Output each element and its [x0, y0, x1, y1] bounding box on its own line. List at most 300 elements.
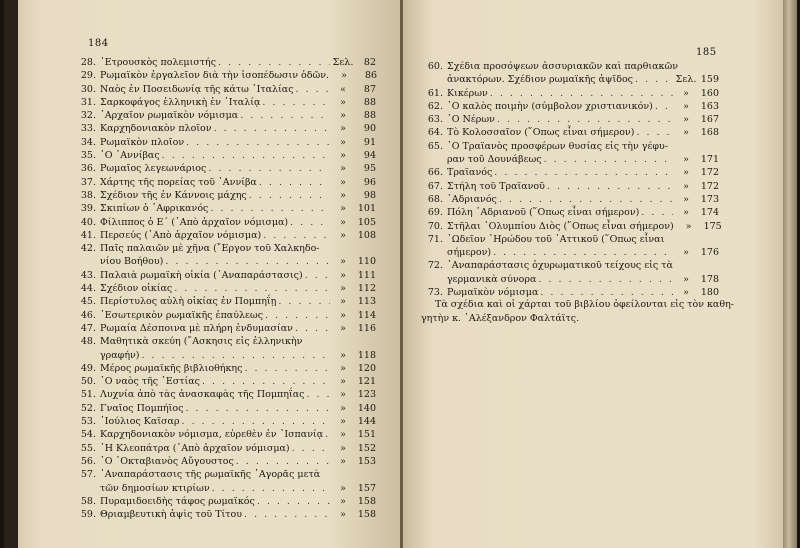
list-item: [74, 282, 376, 295]
entry-line: [74, 375, 376, 388]
list-item: [74, 508, 376, 521]
leader-dots: [162, 149, 330, 162]
entry-title: Φίλιππος ὁ Ε΄ (᾽Απὸ ἀρχαῖον νόμισμα): [100, 216, 289, 228]
entry-line: [74, 428, 376, 441]
entry-line: [74, 216, 376, 229]
leader-dots: [641, 206, 673, 219]
entry-line: [74, 149, 376, 162]
entry-number: 42.: [80, 243, 96, 255]
entry-title: σήμερον): [447, 247, 492, 259]
list-item: [74, 229, 376, 242]
entry-line: [421, 233, 719, 246]
entry-line: [421, 73, 719, 86]
entry-page-number: 96: [363, 176, 376, 188]
entry-line: [74, 96, 376, 109]
page-ref-marker: »: [340, 283, 346, 295]
page-ref-marker: »: [340, 416, 346, 428]
entry-line: [74, 508, 376, 521]
leader-dots: [636, 126, 673, 139]
entry-title: Περίστυλος αὐλὴ οἰκίας ἐν Πομπηΐῃ: [100, 296, 277, 308]
entry-line: [421, 100, 719, 113]
entry-page-number: 87: [363, 83, 376, 95]
entry-number: 37.: [80, 176, 96, 188]
entry-page-number: 88: [363, 96, 376, 108]
entry-line: [421, 153, 719, 166]
entry-page-number: 173: [700, 193, 719, 205]
entry-page-number: 159: [700, 74, 719, 86]
entry-title: Κικέρων: [447, 87, 488, 99]
entry-title: ᾽Εσωτερικὸν ρωμαϊκῆς ἐπαύλεως: [100, 309, 264, 321]
entry-title: Καρχηδονιακὸν πλοῖον: [100, 123, 212, 135]
list-item: [74, 455, 376, 468]
entry-line: [74, 282, 376, 295]
entry-number: 52.: [80, 402, 96, 414]
page-ref-marker: »: [683, 154, 689, 166]
entry-page-number: 167: [700, 114, 719, 126]
leader-dots: [244, 508, 330, 521]
entry-title: Σχέδια προσόψεων ἀσσυριακῶν καὶ παρθιακῶν: [447, 61, 678, 72]
leader-dots: [182, 415, 330, 428]
entry-title: Παῖς παλαιῶν μὲ χῆνα (῎Εργον τοῦ Χαλκηδο-: [100, 243, 320, 255]
list-item: [421, 220, 722, 233]
entry-title: Γναῖος Πομπήϊος: [100, 402, 184, 414]
entry-title: ῾Ο ᾽Οκταβιανὸς Αὔγουστος: [100, 455, 234, 467]
entry-title: ᾽Ωδεῖον ῾Ηρώδου τοῦ ᾽Αττικοῦ (῞Οπως εἶναι: [447, 233, 665, 245]
entry-title: ᾽Ιούλιος Καῖσαρ: [100, 416, 180, 428]
entry-title: Σχέδιον οἰκίας: [100, 283, 173, 295]
leader-dots: [635, 73, 673, 86]
page-ref-marker: »: [340, 256, 346, 268]
page-ref-marker: »: [340, 176, 346, 188]
entry-title: Ρωμαῖος λεγεωνάριος: [100, 163, 207, 175]
list-item: [74, 415, 376, 428]
entry-line: [74, 295, 376, 308]
entry-number: 68.: [427, 193, 443, 205]
list-item: [421, 206, 719, 219]
entry-line: [74, 482, 376, 495]
entry-line: [74, 495, 376, 508]
entry-page-number: 95: [363, 163, 376, 175]
entry-title: Καρχηδονιακὸν νόμισμα, εὑρεθὲν ἐν ᾽Ισπανίᾳ: [100, 429, 324, 441]
page-ref-marker: »: [340, 389, 346, 401]
leader-dots: [497, 113, 673, 126]
list-item: [421, 166, 719, 179]
list-item: [74, 322, 376, 335]
list-item: [74, 176, 376, 189]
page-ref-marker: »: [340, 110, 346, 122]
entry-page-number: 82: [363, 57, 376, 68]
entry-title: Ναὸς ἐν Ποσειδωνίᾳ τῆς κάτω ᾽Ιταλίας: [100, 83, 294, 95]
entry-line: [74, 388, 376, 401]
entry-number: 57.: [80, 469, 96, 481]
page-ref-marker: »: [340, 495, 346, 507]
entry-title: ᾽Αναπαράστασις ὀχυρωματικοῦ τείχους εἰς τὰ: [447, 260, 673, 272]
page-number-left: 184: [88, 38, 109, 49]
entry-line: [74, 335, 376, 348]
entry-title: Σχέδιον τῆς ἐν Κάννοις μάχης: [100, 189, 247, 201]
entry-title: ᾽Ετρουσκὸς πολεμιστής: [100, 57, 217, 68]
list-item: [74, 136, 376, 149]
leader-dots: [185, 402, 330, 415]
entry-page-number: 112: [357, 283, 376, 295]
list-item: [74, 216, 376, 229]
list-item: [74, 189, 376, 202]
entry-title: ῾Η Κλεοπάτρα (᾽Απὸ ἀρχαῖον νόμισμα): [100, 442, 290, 454]
entry-line: [74, 122, 376, 135]
leader-dots: [218, 56, 330, 69]
entry-title: Μαθητικὰ σκεύη (῎Ασκησις εἰς ἑλληνικὴν: [100, 336, 303, 348]
page-ref-marker: »: [683, 87, 689, 99]
page-ref-marker: »: [683, 207, 689, 219]
list-item: [421, 60, 719, 87]
entry-page-number: 171: [700, 154, 719, 166]
entry-page-number: 175: [703, 220, 722, 232]
entry-title: Σκιπίων ὁ ᾽Αφρικανός: [100, 203, 209, 215]
leader-dots: [186, 136, 330, 149]
entry-line: [74, 415, 376, 428]
entry-page-number: 158: [357, 495, 376, 507]
entry-page-number: 120: [357, 362, 376, 374]
illustration-list-left: [74, 56, 376, 521]
list-item: [74, 428, 376, 441]
entry-line: [74, 242, 376, 255]
list-item: [74, 56, 376, 69]
page-ref-marker: »: [341, 70, 347, 82]
entry-line: [74, 69, 376, 82]
entry-line: [74, 442, 376, 455]
leader-dots: [292, 442, 330, 455]
entry-page-number: 108: [357, 229, 376, 241]
list-item: [74, 362, 376, 375]
leader-dots: [262, 96, 330, 109]
entry-page-number: 163: [700, 100, 719, 112]
entry-title: Σαρκοφάγος ἑλληνικὴ ἐν ᾽Ιταλίᾳ: [100, 96, 261, 108]
list-item: [421, 193, 719, 206]
entry-title: Στῆλαι ᾽Ολυμπίου Διὸς (῞Οπως εἶναι σήμερον): [447, 220, 674, 232]
entry-title: ᾽Αναπαράστασις τῆς ρωμαϊκῆς ᾽Αγορᾶς μετὰ: [100, 469, 321, 481]
list-item: [74, 335, 376, 362]
credits-note-line: γητὴν κ. ᾽Αλέξανδρον Φαλτάϊτς.: [421, 313, 580, 324]
page-ref-marker: Σελ.: [675, 74, 697, 86]
entry-line: [421, 220, 722, 233]
page-ref-marker: »: [340, 309, 346, 321]
entry-title: Πόλη ῾Αδριανοῦ (῞Οπως εἶναι σήμερον): [447, 207, 640, 219]
entry-title: ἀνακτόρων. Σχέδιον ρωμαϊκῆς ἁψῖδος: [447, 74, 633, 86]
entry-page-number: 113: [357, 296, 376, 308]
entry-line: [421, 193, 719, 206]
entry-line: [74, 189, 376, 202]
credits-note: [421, 298, 751, 326]
leader-dots: [214, 122, 330, 135]
entry-number: 69.: [427, 207, 443, 219]
entry-number: 65.: [427, 140, 443, 152]
page-ref-marker: »: [340, 150, 346, 162]
list-item: [74, 96, 376, 109]
page-ref-marker: »: [340, 269, 346, 281]
leader-dots: [263, 229, 330, 242]
entry-page-number: 90: [363, 123, 376, 135]
entry-page-number: 91: [363, 136, 376, 148]
page-ref-marker: »: [683, 114, 689, 126]
entry-title: γραφήν): [100, 349, 140, 361]
credits-note-line: Τὰ σχέδια καὶ οἱ χάρται τοῦ βιβλίου ὀφείλονται εἰς τὸν καθη-: [435, 299, 734, 310]
list-item: [421, 87, 719, 100]
entry-line: [74, 349, 376, 362]
list-item: [74, 122, 376, 135]
entry-page-number: 116: [357, 322, 376, 334]
list-item: [74, 388, 376, 401]
entry-title: ῾Ο καλὸς ποιμὴν (σύμβολον χριστιανικόν): [447, 100, 653, 112]
page-ref-marker: »: [683, 180, 689, 192]
entry-line: [74, 229, 376, 242]
entry-number: 39.: [80, 203, 96, 215]
leader-dots: [296, 83, 330, 96]
list-item: [421, 126, 719, 139]
leader-dots: [494, 166, 673, 179]
entry-title: ῾Ο Νέρων: [447, 114, 495, 126]
page-ref-marker: »: [340, 96, 346, 108]
entry-number: 63.: [427, 114, 443, 126]
list-item: [74, 309, 376, 322]
entry-line: [74, 362, 376, 375]
entry-title: Ρωμαϊκὸν νόμισμα: [447, 287, 539, 299]
page-ref-marker: «: [340, 83, 346, 95]
page-ref-marker: »: [340, 136, 346, 148]
leader-dots: [212, 482, 330, 495]
entry-page-number: 105: [357, 216, 376, 228]
entry-number: 51.: [80, 389, 96, 401]
entry-page-number: 152: [357, 442, 376, 454]
entry-line: [74, 83, 376, 96]
entry-number: 30.: [80, 83, 96, 95]
entry-page-number: 160: [700, 87, 719, 99]
entry-number: 59.: [80, 509, 96, 521]
entry-page-number: 153: [357, 455, 376, 467]
entry-number: 55.: [80, 442, 96, 454]
leader-dots: [538, 273, 673, 286]
list-item: [421, 140, 719, 167]
entry-number: 60.: [427, 61, 443, 72]
page-ref-marker: »: [340, 362, 346, 374]
entry-page-number: 101: [357, 203, 376, 215]
list-item: [421, 180, 719, 193]
entry-number: 35.: [80, 150, 96, 162]
entry-line: [74, 322, 376, 335]
entry-number: 67.: [427, 180, 443, 192]
page-ref-marker: »: [683, 247, 689, 259]
leader-dots: [174, 282, 330, 295]
entry-page-number: 121: [357, 376, 376, 388]
entry-line: [74, 468, 376, 481]
list-item: [74, 375, 376, 388]
entry-number: 36.: [80, 163, 96, 175]
list-item: [421, 100, 719, 113]
page-ref-marker: »: [340, 203, 346, 215]
entry-title: Μέρος ρωμαϊκῆς βιβλιοθήκης: [100, 362, 243, 374]
page-ref-marker: »: [683, 193, 689, 205]
entry-number: 66.: [427, 167, 443, 179]
list-item: [74, 242, 376, 269]
page-ref-marker: »: [683, 287, 689, 299]
entry-line: [421, 180, 719, 193]
entry-line: [421, 87, 719, 100]
entry-line: [421, 273, 719, 286]
entry-line: [421, 126, 719, 139]
list-item: [421, 259, 719, 286]
leader-dots: [490, 87, 673, 100]
entry-page-number: 123: [357, 389, 376, 401]
page-ref-marker: »: [683, 100, 689, 112]
entry-page-number: 118: [357, 349, 376, 361]
page-ref-marker: »: [683, 273, 689, 285]
illustration-list-right: [421, 60, 722, 299]
entry-number: 28.: [80, 57, 96, 68]
left-page: [18, 0, 402, 548]
leader-dots: [208, 162, 330, 175]
entry-title: Χάρτης τῆς πορείας τοῦ ᾽Αννίβα: [100, 176, 257, 188]
entry-number: 33.: [80, 123, 96, 135]
entry-title: Τὸ Κολοσσαῖον (῞Οπως εἶναι σήμερον): [447, 127, 635, 139]
entry-line: [421, 206, 719, 219]
page-ref-marker: »: [340, 296, 346, 308]
entry-title: Θριαμβευτικὴ ἁψὶς τοῦ Τίτου: [100, 509, 243, 521]
entry-number: 53.: [80, 416, 96, 428]
entry-title: Ρωμαία Δέσποινα μὲ πλήρη ἐνδυμασίαν: [100, 322, 293, 334]
entry-page-number: 86: [364, 70, 378, 82]
list-item: [74, 162, 376, 175]
entry-line: [74, 402, 376, 415]
leader-dots: [655, 100, 673, 113]
leader-dots: [265, 309, 330, 322]
page-ref-marker: »: [340, 455, 346, 467]
entry-number: 44.: [80, 283, 96, 295]
page-ref-marker: »: [340, 123, 346, 135]
entry-line: [74, 309, 376, 322]
entry-number: 56.: [80, 455, 96, 467]
entry-title: ῾Ο Τραϊανὸς προσφέρων θυσίας εἰς τὴν γέφυ-: [447, 140, 669, 152]
page-ref-marker: »: [340, 229, 346, 241]
entry-number: 54.: [80, 429, 96, 441]
entry-number: 50.: [80, 376, 96, 388]
entry-number: 73.: [427, 287, 443, 299]
entry-number: 45.: [80, 296, 96, 308]
entry-title: Περσεύς (᾽Απὸ ἀρχαῖον νόμισμα): [100, 229, 262, 241]
entry-line: [74, 56, 376, 69]
entry-title: ραν τοῦ Δουνάβεως: [447, 154, 542, 166]
entry-number: 47.: [80, 322, 96, 334]
entry-number: 41.: [80, 229, 96, 241]
entry-number: 48.: [80, 336, 96, 348]
entry-line: [421, 259, 719, 272]
entry-line: [74, 109, 376, 122]
list-item: [74, 442, 376, 455]
page-ref-marker: »: [683, 167, 689, 179]
entry-title: νίου Βοήθου): [100, 256, 164, 268]
list-item: [74, 269, 376, 282]
entry-line: [421, 140, 719, 153]
page-ref-marker: Σελ.: [332, 57, 354, 68]
entry-title: ᾽Αρχαῖον ρωμαϊκὸν νόμισμα: [100, 110, 239, 122]
list-item: [74, 295, 376, 308]
entry-line: [74, 455, 376, 468]
leader-dots: [493, 246, 673, 259]
entry-title: Πυραμιδοειδὴς τάφος ρωμαϊκός: [100, 495, 255, 507]
leader-dots: [202, 375, 330, 388]
entry-title: Παλαιὰ ρωμαϊκὴ οἰκία (᾽Αναπαράστασις): [100, 269, 303, 281]
entry-page-number: 98: [363, 189, 376, 201]
entry-title: Ρωμαϊκὸν ἐργαλεῖον διὰ τὴν ἰσοπέδωσιν ὁδῶν.: [100, 70, 330, 82]
entry-page-number: 140: [357, 402, 376, 414]
entry-page-number: 114: [357, 309, 376, 321]
entry-page-number: 110: [357, 256, 376, 268]
leader-dots: [165, 255, 330, 268]
book-spread: [4, 0, 794, 548]
entry-page-number: 168: [700, 127, 719, 139]
entry-number: 38.: [80, 189, 96, 201]
entry-page-number: 88: [363, 110, 376, 122]
page-ref-marker: »: [340, 163, 346, 175]
entry-number: 43.: [80, 269, 96, 281]
list-item: [421, 113, 719, 126]
entry-title: Λυχνία ἀπὸ τὰς ἀνασκαφὰς τῆς Πομπηΐας: [100, 389, 305, 401]
entry-number: 29.: [80, 70, 96, 82]
entry-page-number: 94: [363, 150, 376, 162]
page-number-right: 185: [696, 47, 717, 58]
entry-number: 64.: [427, 127, 443, 139]
leader-dots: [240, 109, 330, 122]
entry-page-number: 180: [700, 287, 719, 299]
entry-number: 71.: [427, 233, 443, 245]
entry-page-number: 157: [357, 482, 376, 494]
leader-dots: [306, 388, 330, 401]
entry-line: [421, 113, 719, 126]
entry-number: 46.: [80, 309, 96, 321]
entry-title: γερμανικὰ σύνορα: [447, 273, 537, 285]
entry-page-number: 111: [357, 269, 376, 281]
entry-title: Ρωμαϊκὸν πλοῖον: [100, 136, 185, 148]
entry-number: 62.: [427, 100, 443, 112]
entry-title: Τραϊανός: [447, 167, 493, 179]
entry-line: [421, 166, 719, 179]
page-ref-marker: »: [340, 442, 346, 454]
entry-line: [74, 255, 376, 268]
leader-dots: [305, 269, 330, 282]
page-edges: [783, 0, 797, 548]
leader-dots: [236, 455, 330, 468]
leader-dots: [210, 202, 330, 215]
entry-page-number: 151: [357, 429, 376, 441]
leader-dots: [278, 295, 330, 308]
entry-page-number: 176: [700, 247, 719, 259]
page-ref-marker: »: [683, 127, 689, 139]
entry-title: ῾Ο ᾽Αννίβας: [100, 150, 160, 162]
page-ref-marker: »: [340, 482, 346, 494]
entry-line: [74, 202, 376, 215]
page-ref-marker: »: [685, 220, 692, 232]
entry-number: 58.: [80, 495, 96, 507]
leader-dots: [249, 189, 330, 202]
leader-dots: [325, 428, 330, 441]
page-ref-marker: »: [340, 349, 346, 361]
leader-dots: [544, 153, 673, 166]
entry-number: 72.: [427, 260, 443, 272]
entry-number: 61.: [427, 87, 443, 99]
entry-line: [74, 162, 376, 175]
entry-line: [74, 269, 376, 282]
leader-dots: [259, 176, 330, 189]
entry-page-number: 172: [700, 180, 719, 192]
entry-title: τῶν δημοσίων κτιρίων: [100, 482, 210, 494]
